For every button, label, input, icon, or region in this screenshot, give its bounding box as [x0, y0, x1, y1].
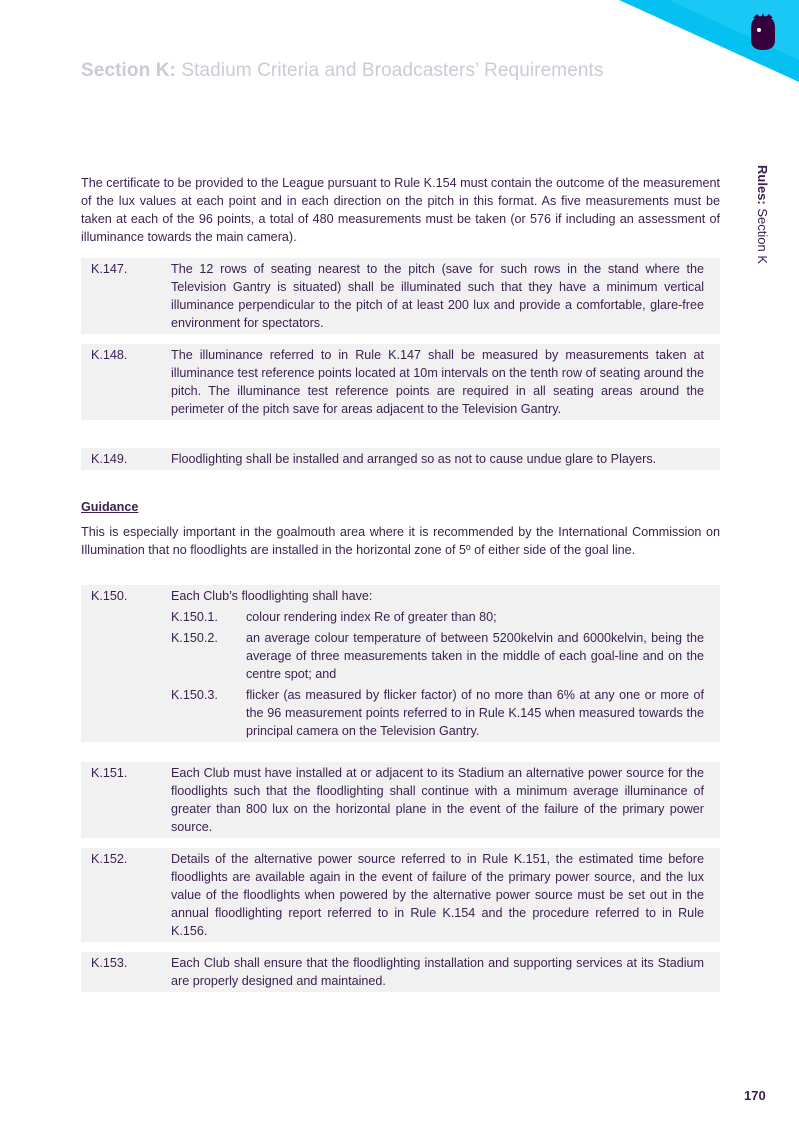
sub-rule-text: an average colour temperature of between 5200kelvin and 6000kelvin, being the average of three measurements taken in the middle of each goal-line and on the centre spot; and — [246, 631, 704, 681]
page-number: 170 — [744, 1088, 766, 1103]
rule-text: Floodlighting shall be installed and arranged so as not to cause undue glare to Players. — [171, 452, 657, 466]
rule-number: K.151. — [91, 766, 128, 780]
rule-block-k152 — [81, 848, 720, 942]
guidance-paragraph: This is especially important in the goalmouth area where it is recommended by the International Commission on Illumination that no floodlights are installed in the horizontal zone of 5º of either side of the goal line. — [81, 525, 720, 557]
rule-block-k150 — [81, 585, 720, 742]
rule-number: K.149. — [91, 452, 128, 466]
rule-text: Each Club’s floodlighting shall have: — [171, 589, 373, 603]
side-tab-bold: Rules: — [755, 165, 770, 205]
rule-block-k153 — [81, 952, 720, 992]
rule-block-k149 — [81, 448, 720, 470]
sub-rule-k150-3 — [171, 686, 704, 740]
rule-text: The illuminance referred to in Rule K.147 shall be measured by measurements taken at illuminance test reference points located at 10m intervals on the tenth row of seating around the pitch. The illuminance test reference points are required in all seating areas around the perimeter of the pitch save for areas adjacent to the Television Gantry. — [171, 348, 704, 416]
rule-text: Each Club must have installed at or adjacent to its Stadium an alternative power source for the floodlights such that the floodlighting shall continue with a minimum average illuminance of greater than 800 lux on the horizontal plane in the event of the failure of the primary power source. — [171, 766, 704, 834]
header-title-bold: Section K: — [81, 60, 176, 81]
rule-text: Each Club shall ensure that the floodlighting installation and supporting services at its Stadium are properly designed and maintained. — [171, 956, 704, 988]
sub-rule-number: K.150.1. — [171, 610, 218, 624]
rule-number: K.148. — [91, 348, 128, 362]
rule-number: K.147. — [91, 262, 128, 276]
guidance-heading: Guidance — [81, 500, 139, 514]
sub-rule-k150-1 — [171, 608, 704, 626]
sub-rule-text: flicker (as measured by flicker factor) of no more than 6% at any one or more of the 96 measurement points referred to in Rule K.145 when measured towards the principal camera on the Television Gantry. — [246, 688, 704, 738]
rule-block-k147 — [81, 258, 720, 334]
side-tab-rest: Section K — [755, 204, 770, 264]
league-lion-logo — [745, 12, 781, 52]
rule-number: K.152. — [91, 852, 128, 866]
rule-number: K.150. — [91, 589, 128, 603]
rule-text: Details of the alternative power source referred to in Rule K.151, the estimated time before floodlights are available again in the event of failure of the primary power source, and the lux value of the floodlights when powered by the alternative power source must be set out in the annual floodlighting report referred to in Rule K.154 and the procedure referred to in Rule K.156. — [171, 852, 704, 938]
sub-rule-number: K.150.3. — [171, 688, 218, 702]
rule-block-k148 — [81, 344, 720, 420]
page-header-title — [81, 60, 604, 82]
side-section-tab — [752, 165, 772, 275]
intro-paragraph: The certificate to be provided to the League pursuant to Rule K.154 must contain the outcome of the measurement of the lux values at each point and in each direction on the pitch in this format. As five measurements must be taken at each of the 96 points, a total of 480 measurements must be taken (or 576 if including an assessment of illuminance towards the main camera). — [81, 176, 720, 244]
sub-rule-text: colour rendering index Re of greater than 80; — [246, 610, 497, 624]
sub-rule-number: K.150.2. — [171, 631, 218, 645]
rule-number: K.153. — [91, 956, 128, 970]
header-title-rest: Stadium Criteria and Broadcasters’ Requirements — [175, 60, 604, 81]
rule-text: The 12 rows of seating nearest to the pitch (save for such rows in the stand where the Television Gantry is situated) shall be illuminated such that they have a minimum vertical illuminance perpendicular to the pitch of at least 200 lux and provide a comfortable, glare-free environment for spectators. — [171, 262, 704, 330]
rule-block-k151 — [81, 762, 720, 838]
sub-rule-k150-2 — [171, 629, 704, 683]
